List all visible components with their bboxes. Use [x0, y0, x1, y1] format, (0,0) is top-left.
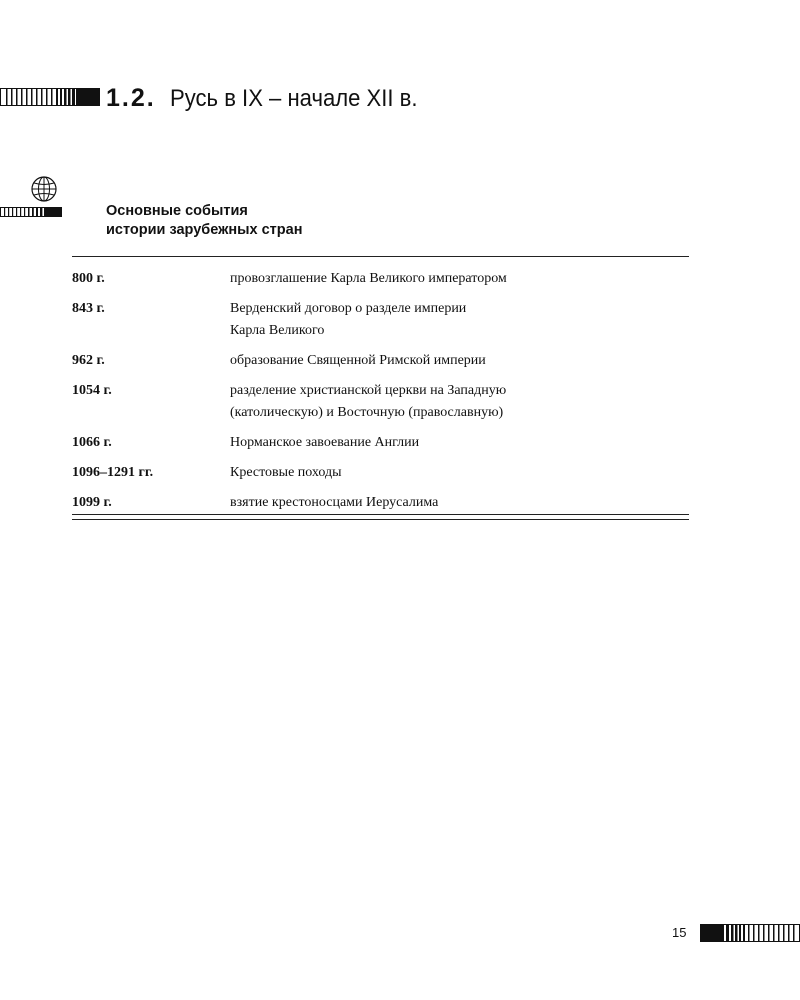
event-description-line: Верденский договор о разделе империи: [230, 301, 467, 316]
event-description-line: образование Священной Римской империи: [230, 353, 486, 368]
event-description: [230, 432, 689, 454]
event-description: [230, 268, 689, 290]
event-description-line: Карла Великого: [230, 323, 325, 338]
event-date: 1096–1291 гг.: [72, 465, 154, 480]
header-barcode-decoration: [0, 88, 100, 106]
page-number: 15: [672, 925, 687, 940]
event-row: [72, 350, 689, 372]
event-description: [230, 380, 689, 424]
events-table: [72, 268, 689, 522]
event-description-line: Крестовые походы: [230, 465, 342, 480]
event-description-line: (католическую) и Восточную (православную): [230, 405, 504, 420]
event-description-line: Норманское завоевание Англии: [230, 435, 420, 450]
event-description: [230, 492, 689, 514]
event-description: [230, 298, 689, 342]
subsection-title-line-1: Основные события: [106, 203, 248, 219]
event-row: [72, 462, 689, 484]
event-row: [72, 492, 689, 514]
event-date: 1066 г.: [72, 435, 112, 450]
subsection-title-line-2: истории зарубежных стран: [106, 222, 303, 238]
event-date: 843 г.: [72, 301, 105, 316]
event-date: 1054 г.: [72, 383, 112, 398]
globe-icon: [26, 175, 62, 208]
table-bottom-double-rule: [72, 514, 689, 520]
event-date: 1099 г.: [72, 495, 112, 510]
subsection-barcode-decoration: [0, 207, 62, 217]
section-number: 1.2.: [106, 84, 156, 112]
event-row: [72, 298, 689, 342]
event-description-line: разделение христианской церкви на Западную: [230, 383, 507, 398]
section-title: Русь в IX – начале XII в.: [169, 85, 418, 112]
event-row: [72, 380, 689, 424]
event-description-line: провозглашение Карла Великого императором: [230, 271, 507, 286]
footer-barcode-decoration: [700, 924, 800, 942]
event-date: 962 г.: [72, 353, 105, 368]
event-row: [72, 268, 689, 290]
event-description-line: взятие крестоносцами Иерусалима: [230, 495, 439, 510]
section-heading: [106, 84, 439, 113]
subsection-title: [106, 202, 302, 240]
event-description: [230, 462, 689, 484]
event-date: 800 г.: [72, 271, 105, 286]
event-row: [72, 432, 689, 454]
table-top-rule: [72, 256, 689, 257]
event-description: [230, 350, 689, 372]
